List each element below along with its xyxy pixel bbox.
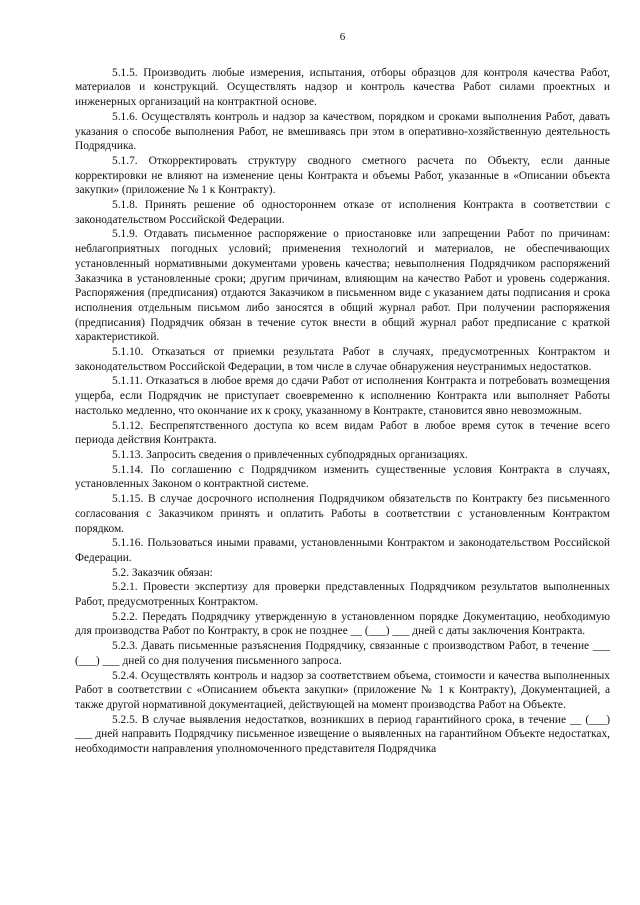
clause-5-1-6: 5.1.6. Осуществлять контроль и надзор за качеством, порядком и сроками выполнения Работ, давать указания о способе выполнения Работ, не вмешиваясь при этом в оперативно-хозяйственную деятельность Подрядчика.: [75, 110, 610, 153]
clause-5-1-8: 5.1.8. Принять решение об одностороннем отказе от исполнения Контракта в соответствии с законодательством Российской Федерации.: [75, 199, 610, 226]
clause-5-1-9: 5.1.9. Отдавать письменное распоряжение о приостановке или запрещении Работ по причинам: неблагоприятных погодных условий; применения технологий и материалов, не обеспечивающих установленный нормативными документами уровень качества; невыполнения Подрядчиком распоряжений Заказчика в установленные сроки; другим причинам, влияющим на качество Работ и уровень содержания. Распоряжения (предписания) отдаются Заказчиком в письменном виде с указанием даты подписания и срока исполнения отдельным письмом либо заносятся в общий журнал работ. При получении распоряжения (предписания) Подрядчик обязан в течение суток внести в общий журнал работ предписание с краткой характеристикой.: [75, 228, 610, 344]
clause-5-1-16: 5.1.16. Пользоваться иными правами, установленными Контрактом и законодательством Российской Федерации.: [75, 537, 610, 564]
clause-5-1-7: 5.1.7. Откорректировать структуру сводного сметного расчета по Объекту, если данные корректировки не влияют на изменение цены Контракта и объемы Работ, указанные в «Описании объекта закупки» (приложение № 1 к Контракту).: [75, 154, 610, 197]
clause-5-1-11: 5.1.11. Отказаться в любое время до сдачи Работ от исполнения Контракта и потребовать возмещения ущерба, если Подрядчик не приступает своевременно к исполнению Контракта или выполняет Работы настолько медленно, что окончание их к сроку, указанному в Контракте, становится явно невозможным.: [75, 375, 610, 417]
clause-5-1-5: 5.1.5. Производить любые измерения, испытания, отборы образцов для контроля качества Работ, материалов и конструкций. Осуществлять надзор и контроль качества Работ силами проектных и инженерных организаций на контрактной основе.: [75, 66, 610, 109]
clause-5-1-13: 5.1.13. Запросить сведения о привлеченных субподрядных организациях.: [112, 448, 468, 461]
clause-5-1-12: 5.1.12. Беспрепятственного доступа ко всем видам Работ в любое время суток в течение всего периода действия Контракта.: [75, 419, 610, 447]
clause-5-2-2: 5.2.2. Передать Подрядчику утвержденную в установленном порядке Документацию, необходимую для производства Работ по Контракту, в срок не позднее __ (___) ___ дней с даты заключения Контракта.: [75, 610, 610, 638]
clause-5-1-15: 5.1.15. В случае досрочного исполнения Подрядчиком обязательств по Контракту без письменного согласования с Заказчиком принять и оплатить Работы в соответствии с установленным Контрактом порядком.: [75, 493, 610, 535]
clause-5-1-10: 5.1.10. Отказаться от приемки результата Работ в случаях, предусмотренных Контрактом и законодательством Российской Федерации, в том числе в случае обнаружения неустранимых недостатков.: [75, 346, 610, 373]
clause-5-2-1: 5.2.1. Провести экспертизу для проверки представленных Подрядчиком результатов выполненных Работ, предусмотренных Контрактом.: [75, 581, 610, 609]
clause-5-2-3: 5.2.3. Давать письменные разъяснения Подрядчику, связанные с производством Работ, в течение ___ (___) ___ дней со дня получения письменного запроса.: [75, 640, 610, 667]
page-number: 6: [339, 31, 346, 43]
clause-5-2-heading: 5.2. Заказчик обязан:: [112, 566, 213, 579]
clause-5-2-5: 5.2.5. В случае выявления недостатков, возникших в период гарантийного срока, в течение __ (___) ___ дней направить Подрядчику письменное извещение о выявленных на гарантийном Объекте недостатках, необходимости направления уполномоченного представителя Подрядчика: [75, 713, 610, 756]
clause-5-2-4: 5.2.4. Осуществлять контроль и надзор за соответствием объема, стоимости и качества выполненных Работ в соответствии с «Описанием объекта закупки» (приложение № 1 к Контракту), Документацией, а также другой нормативной документацией, действующей на момент производства Работ на Объекте.: [75, 669, 610, 711]
clause-5-1-14: 5.1.14. По соглашению с Подрядчиком изменить существенные условия Контракта в случаях, установленных Законом о контрактной системе.: [75, 463, 610, 491]
